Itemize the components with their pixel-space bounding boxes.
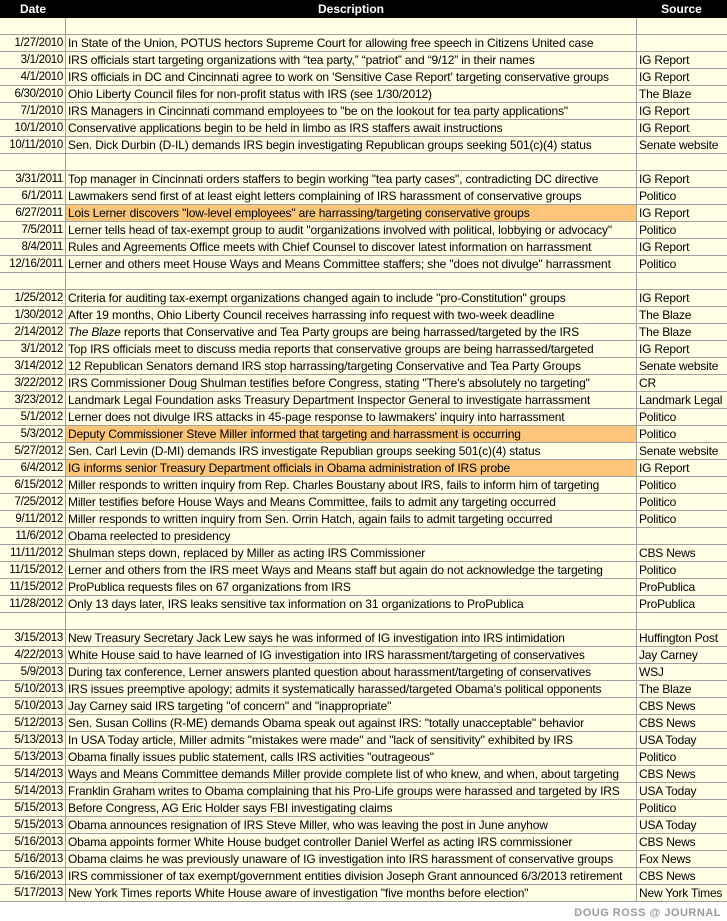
table-row — [0, 885, 727, 902]
source-cell: CR — [639, 376, 656, 390]
source-cell: IG Report — [639, 342, 690, 356]
description-cell: IRS officials in DC and Cincinnati agree to work on 'Sensitive Case Report' targeting conservative groups — [66, 69, 637, 85]
date-cell: 5/1/2012 — [0, 409, 66, 425]
description-cell: Top IRS officials meet to discuss media reports that conservative groups are being harrassed/targeted — [66, 341, 637, 357]
header-description: Description — [317, 2, 384, 16]
table-row — [0, 681, 727, 698]
description-cell: 12 Republican Senators demand IRS stop harrassing/targeting Conservative and Tea Party Groups — [66, 358, 637, 374]
date-cell: 3/23/2012 — [0, 392, 66, 408]
date-cell: 12/16/2011 — [0, 256, 66, 272]
description-cell: Landmark Legal Foundation asks Treasury Department Inspector General to investigate harrassment — [66, 392, 637, 408]
source-cell: IG Report — [639, 53, 690, 67]
date-cell: 1/25/2012 — [0, 290, 66, 306]
description-cell: Franklin Graham writes to Obama complaining that his Pro-Life groups were harassed and targeted by IRS — [66, 783, 637, 799]
table-row-highlighted — [0, 426, 727, 443]
table-row — [0, 545, 727, 562]
description-cell: During tax conference, Lerner answers planted question about harassment/targeting of conservatives — [66, 664, 637, 680]
description-cell: IRS Managers in Cincinnati command employees to "be on the lookout for tea party applications" — [66, 103, 637, 119]
date-cell: 5/13/2013 — [0, 749, 66, 765]
table-row-highlighted — [0, 205, 727, 222]
description-cell: Ways and Means Committee demands Miller provide complete list of who knew, and when, about targeting — [66, 766, 637, 782]
description-cell: Sen. Carl Levin (D-MI) demands IRS investigate Republian groups seeking 501(c)(4) status — [66, 443, 637, 459]
source-cell: Politico — [639, 801, 677, 815]
date-cell: 5/3/2012 — [0, 426, 66, 442]
source-cell: CBS News — [639, 699, 696, 713]
date-cell: 5/16/2013 — [0, 868, 66, 884]
date-cell: 6/1/2011 — [0, 188, 66, 204]
table-row — [0, 409, 727, 426]
description-cell: Lerner and others from the IRS meet Ways and Means staff but again do not acknowledge the targeting — [66, 562, 637, 578]
source-cell: Politico — [639, 189, 677, 203]
source-cell: Politico — [639, 512, 677, 526]
table-row — [0, 647, 727, 664]
date-cell: 10/1/2010 — [0, 120, 66, 136]
table-row — [0, 324, 727, 341]
source-cell: IG Report — [639, 70, 690, 84]
source-cell: The Blaze — [639, 87, 692, 101]
table-row — [0, 103, 727, 120]
source-cell — [637, 528, 727, 544]
date-cell: 11/6/2012 — [0, 528, 66, 544]
description-cell: Miller responds to written inquiry from Sen. Orrin Hatch, again fails to admit targeting occurred — [66, 511, 637, 527]
table-row — [0, 851, 727, 868]
date-cell: 1/27/2010 — [0, 35, 66, 51]
description-cell: Lois Lerner discovers "low-level employees" are harrassing/targeting conservative groups — [66, 205, 637, 221]
description-cell: New York Times reports White House aware of investigation "five months before election" — [66, 885, 637, 901]
description-cell: New Treasury Secretary Jack Lew says he was informed of IG investigation into IRS intimidation — [66, 630, 637, 646]
description-cell: Jay Carney said IRS targeting "of concern" and "inappropriate" — [66, 698, 637, 714]
table-row — [0, 477, 727, 494]
date-cell: 5/10/2013 — [0, 681, 66, 697]
date-cell: 5/10/2013 — [0, 698, 66, 714]
table-row — [0, 86, 727, 103]
table-row — [0, 749, 727, 766]
source-cell: Jay Carney — [639, 648, 698, 662]
description-cell: Ohio Liberty Council files for non-profit status with IRS (see 1/30/2012) — [66, 86, 637, 102]
header-date: Date — [19, 2, 46, 16]
table-row — [0, 358, 727, 375]
description-cell: Obama finally issues public statement, calls IRS activities "outrageous" — [66, 749, 637, 765]
description-cell: Shulman steps down, replaced by Miller as acting IRS Commissioner — [66, 545, 637, 561]
source-cell: Senate website — [639, 138, 719, 152]
source-cell: IG Report — [639, 240, 690, 254]
date-cell: 3/14/2012 — [0, 358, 66, 374]
description-cell: After 19 months, Ohio Liberty Council receives harrassing info request with two-week deadline — [66, 307, 637, 323]
description-cell: IG informs senior Treasury Department officials in Obama administration of IRS probe — [66, 460, 637, 476]
separator-row — [0, 273, 727, 290]
source-cell: Politico — [639, 410, 677, 424]
table-body — [0, 18, 727, 902]
table-row — [0, 868, 727, 885]
date-cell: 5/15/2013 — [0, 817, 66, 833]
table-row — [0, 698, 727, 715]
separator-row — [0, 18, 727, 35]
table-row — [0, 443, 727, 460]
table-row — [0, 783, 727, 800]
description-cell: Top manager in Cincinnati orders staffers to begin working "tea party cases", contradicting DC directive — [66, 171, 637, 187]
source-cell: IG Report — [639, 121, 690, 135]
date-cell: 5/12/2013 — [0, 715, 66, 731]
source-cell: Politico — [639, 223, 677, 237]
description-cell: Lerner does not divulge IRS attacks in 45-page response to lawmakers' inquiry into harrassment — [66, 409, 637, 425]
source-cell: Politico — [639, 478, 677, 492]
watermark-logo: DOUG ROSS @ JOURNAL — [574, 907, 721, 919]
table-row — [0, 256, 727, 273]
date-cell: 5/14/2013 — [0, 783, 66, 799]
source-cell: New York Times — [639, 886, 723, 900]
date-cell: 2/14/2012 — [0, 324, 66, 340]
date-cell: 5/13/2013 — [0, 732, 66, 748]
table-row — [0, 715, 727, 732]
source-cell: IG Report — [639, 104, 690, 118]
source-cell: ProPublica — [639, 597, 696, 611]
table-row — [0, 188, 727, 205]
date-cell: 10/11/2010 — [0, 137, 66, 153]
date-cell: 11/15/2012 — [0, 579, 66, 595]
table-row — [0, 52, 727, 69]
date-cell: 4/22/2013 — [0, 647, 66, 663]
table-row — [0, 630, 727, 647]
table-row — [0, 766, 727, 783]
date-cell: 9/11/2012 — [0, 511, 66, 527]
source-cell: ProPublica — [639, 580, 696, 594]
date-cell: 6/27/2011 — [0, 205, 66, 221]
description-cell: IRS issues preemptive apology; admits it systematically harassed/targeted Obama's political opponents — [66, 681, 637, 697]
date-cell: 1/30/2012 — [0, 307, 66, 323]
source-cell: USA Today — [639, 733, 697, 747]
source-cell: Politico — [639, 257, 677, 271]
description-cell: Deputy Commissioner Steve Miller informed that targeting and harrassment is occurring — [66, 426, 637, 442]
date-cell: 5/17/2013 — [0, 885, 66, 901]
separator-row — [0, 154, 727, 171]
description-cell: White House said to have learned of IG investigation into IRS harassment/targeting of conservatives — [66, 647, 637, 663]
date-cell: 6/15/2012 — [0, 477, 66, 493]
source-cell: IG Report — [639, 172, 690, 186]
table-row — [0, 494, 727, 511]
date-cell: 3/15/2013 — [0, 630, 66, 646]
date-cell: 5/14/2013 — [0, 766, 66, 782]
date-cell: 11/28/2012 — [0, 596, 66, 612]
table-row — [0, 307, 727, 324]
date-cell: 5/9/2013 — [0, 664, 66, 680]
date-cell: 11/11/2012 — [0, 545, 66, 561]
description-cell: ProPublica requests files on 67 organizations from IRS — [66, 579, 637, 595]
description-cell: In USA Today article, Miller admits "mistakes were made" and "lack of sensitivity" exhibited by IRS — [66, 732, 637, 748]
table-row — [0, 528, 727, 545]
table-row — [0, 511, 727, 528]
date-cell: 3/1/2010 — [0, 52, 66, 68]
date-cell: 3/31/2011 — [0, 171, 66, 187]
description-cell: In State of the Union, POTUS hectors Supreme Court for allowing free speech in Citizens United case — [66, 35, 637, 51]
source-cell: Huffington Post — [639, 631, 718, 645]
description-cell: Rules and Agreements Office meets with Chief Counsel to discover latest information on harrassment — [66, 239, 637, 255]
source-cell: USA Today — [639, 818, 697, 832]
date-cell: 5/15/2013 — [0, 800, 66, 816]
source-cell: CBS News — [639, 835, 696, 849]
description-cell: Before Congress, AG Eric Holder says FBI investigating claims — [66, 800, 637, 816]
date-cell: 5/16/2013 — [0, 851, 66, 867]
source-cell: Senate website — [639, 444, 719, 458]
source-cell: Politico — [639, 427, 677, 441]
source-cell: The Blaze — [639, 325, 692, 339]
description-cell: Lerner tells head of tax-exempt group to audit "organizations involved with political, lobbying or advocacy" — [66, 222, 637, 238]
date-cell: 5/27/2012 — [0, 443, 66, 459]
table-row — [0, 562, 727, 579]
table-row — [0, 171, 727, 188]
description-cell: Sen. Susan Collins (R-ME) demands Obama speak out against IRS: "totally unacceptable" behavior — [66, 715, 637, 731]
table-row — [0, 239, 727, 256]
description-cell: IRS officials start targeting organizations with “tea party,” “patriot” and “9/12” in their names — [66, 52, 637, 68]
table-row — [0, 800, 727, 817]
source-cell: CBS News — [639, 716, 696, 730]
source-cell: The Blaze — [639, 682, 692, 696]
date-cell: 4/1/2010 — [0, 69, 66, 85]
date-cell: 7/5/2011 — [0, 222, 66, 238]
table-row — [0, 120, 727, 137]
description-cell: Lerner and others meet House Ways and Means Committee staffers; she "does not divulge" harrassment — [66, 256, 637, 272]
table-row — [0, 732, 727, 749]
source-cell: Politico — [639, 750, 677, 764]
table-row — [0, 664, 727, 681]
description-cell: The Blaze reports that Conservative and Tea Party groups are being harrassed/targeted by the IRS — [66, 324, 637, 340]
description-cell: Conservative applications begin to be held in limbo as IRS staffers await instructions — [66, 120, 637, 136]
source-cell: IG Report — [639, 291, 690, 305]
source-cell: WSJ — [639, 665, 664, 679]
source-cell: Senate website — [639, 359, 719, 373]
source-cell — [637, 35, 727, 51]
header-source: Source — [661, 2, 702, 16]
description-cell: Obama claims he was previously unaware of IG investigation into IRS harassment of conservative groups — [66, 851, 637, 867]
source-cell: Fox News — [639, 852, 691, 866]
source-cell: IG Report — [639, 206, 690, 220]
source-cell: CBS News — [639, 767, 696, 781]
description-cell: IRS Commissioner Doug Shulman testifies before Congress, stating "There's absolutely no targeting" — [66, 375, 637, 391]
table-row — [0, 341, 727, 358]
date-cell: 7/25/2012 — [0, 494, 66, 510]
source-cell: CBS News — [639, 869, 696, 883]
source-cell: Politico — [639, 495, 677, 509]
table-row — [0, 137, 727, 154]
table-row — [0, 834, 727, 851]
source-cell: IG Report — [639, 461, 690, 475]
description-cell: IRS commissioner of tax exempt/government entities division Joseph Grant announced 6/3/2013 retirement — [66, 868, 637, 884]
source-cell: Landmark Legal — [639, 393, 723, 407]
description-cell: Criteria for auditing tax-exempt organizations changed again to include "pro-Constitution" groups — [66, 290, 637, 306]
description-cell: Miller testifies before House Ways and Means Committee, fails to admit any targeting occurred — [66, 494, 637, 510]
table-row — [0, 375, 727, 392]
description-cell: Obama appoints former White House budget controller Daniel Werfel as acting IRS commissioner — [66, 834, 637, 850]
source-cell: Politico — [639, 563, 677, 577]
source-cell: USA Today — [639, 784, 697, 798]
description-cell: Miller responds to written inquiry from Rep. Charles Boustany about IRS, fails to inform him of targeting — [66, 477, 637, 493]
date-cell: 8/4/2011 — [0, 239, 66, 255]
table-row — [0, 579, 727, 596]
table-row — [0, 596, 727, 613]
description-cell: Obama announces resignation of IRS Steve Miller, who was leaving the post in June anyhow — [66, 817, 637, 833]
table-row-highlighted — [0, 460, 727, 477]
table-row — [0, 392, 727, 409]
description-cell: Only 13 days later, IRS leaks sensitive tax information on 31 organizations to ProPublica — [66, 596, 637, 612]
date-cell: 3/1/2012 — [0, 341, 66, 357]
table-row — [0, 290, 727, 307]
source-cell: The Blaze — [639, 308, 692, 322]
table-row — [0, 69, 727, 86]
date-cell: 7/1/2010 — [0, 103, 66, 119]
description-cell: Obama reelected to presidency — [66, 528, 637, 544]
date-cell: 6/4/2012 — [0, 460, 66, 476]
table-row — [0, 222, 727, 239]
separator-row — [0, 613, 727, 630]
date-cell: 6/30/2010 — [0, 86, 66, 102]
table-row — [0, 817, 727, 834]
table-header — [0, 0, 727, 18]
description-cell: Sen. Dick Durbin (D-IL) demands IRS begin investigating Republican groups seeking 501(c)(4) status — [66, 137, 637, 153]
date-cell: 5/16/2013 — [0, 834, 66, 850]
source-cell: CBS News — [639, 546, 696, 560]
description-cell: Lawmakers send first of at least eight letters complaining of IRS harassment of conservative groups — [66, 188, 637, 204]
date-cell: 3/22/2012 — [0, 375, 66, 391]
date-cell: 11/15/2012 — [0, 562, 66, 578]
table-row — [0, 35, 727, 52]
